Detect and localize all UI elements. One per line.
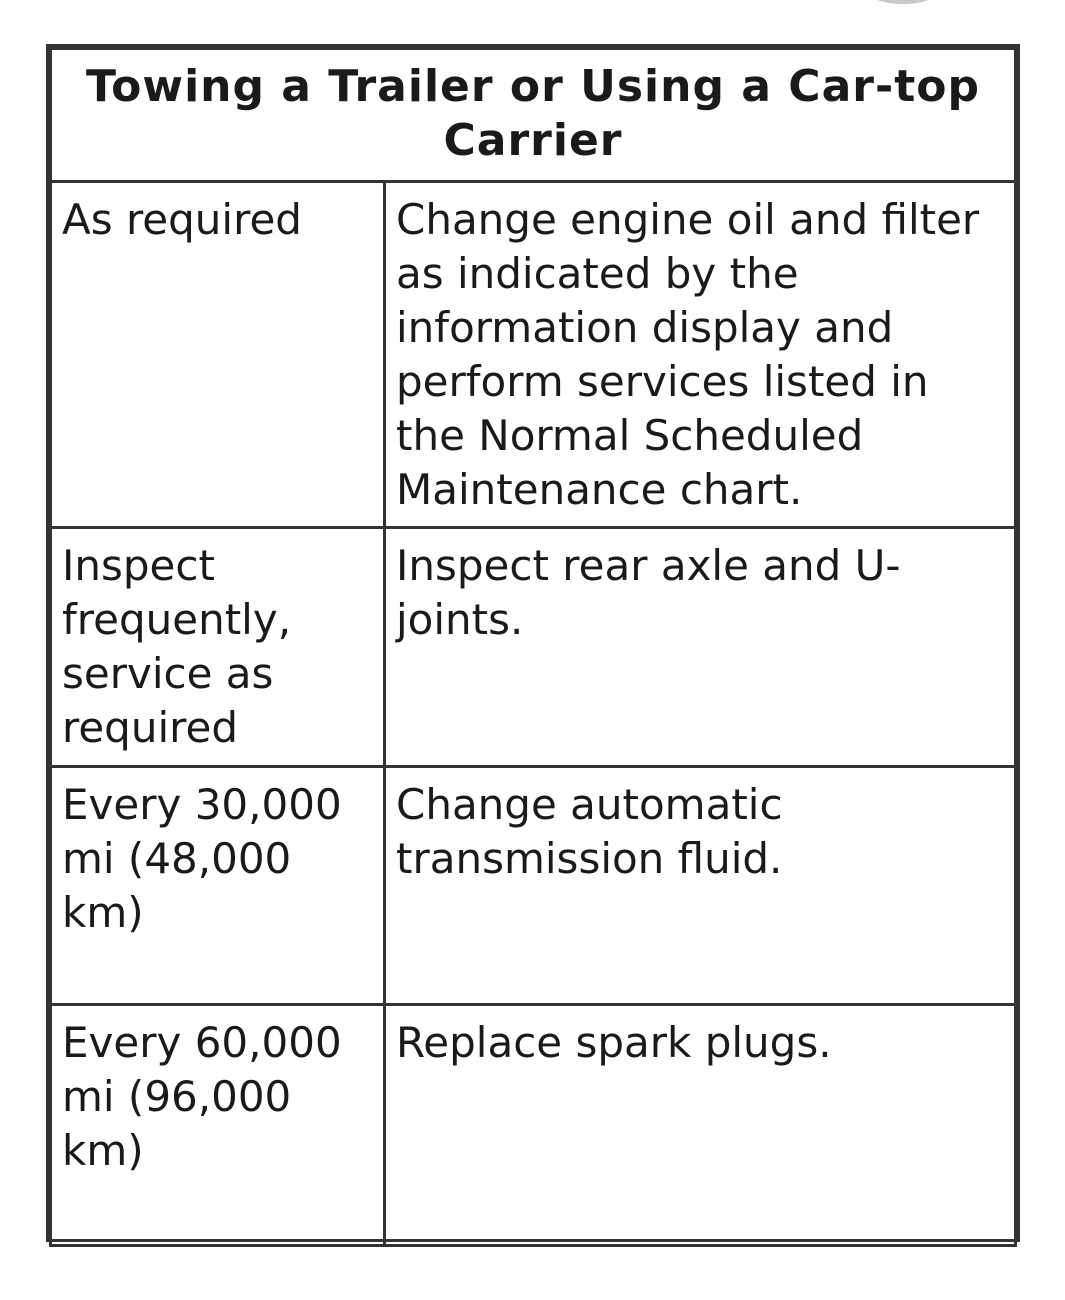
service-cell: Inspect rear axle and U-joints. xyxy=(385,528,1016,767)
interval-cell: As required xyxy=(51,182,385,528)
table-row xyxy=(51,182,1016,528)
maintenance-table-container xyxy=(46,44,1020,1242)
table-row xyxy=(51,767,1016,1005)
interval-cell: Inspect frequently, service as required xyxy=(51,528,385,767)
corner-decoration xyxy=(858,0,948,4)
towing-maintenance-table xyxy=(49,47,1017,1247)
table-row xyxy=(51,1005,1016,1246)
table-title: Towing a Trailer or Using a Car-top Carrier xyxy=(51,49,1016,182)
service-cell: Change engine oil and filter as indicated by the information display and perform services listed in the Normal Scheduled Maintenance chart. xyxy=(385,182,1016,528)
interval-cell: Every 60,000 mi (96,000 km) xyxy=(51,1005,385,1246)
table-row xyxy=(51,528,1016,767)
service-cell: Change automatic transmission fluid. xyxy=(385,767,1016,1005)
interval-cell: Every 30,000 mi (48,000 km) xyxy=(51,767,385,1005)
service-cell: Replace spark plugs. xyxy=(385,1005,1016,1246)
